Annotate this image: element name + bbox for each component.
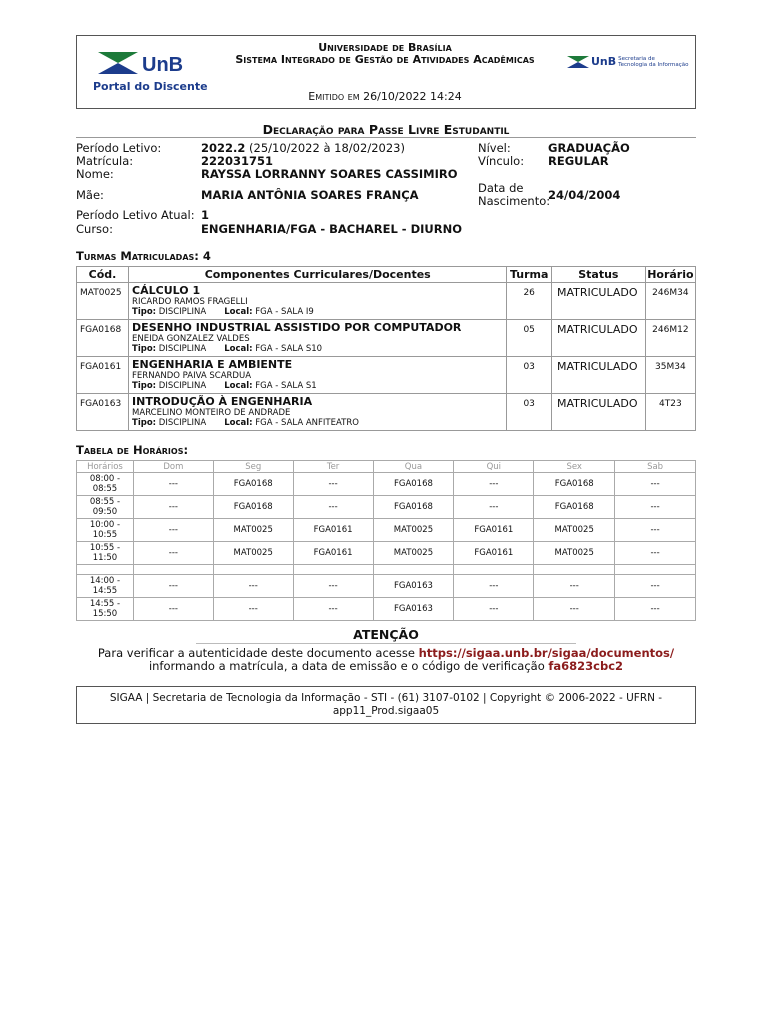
time-end: 15:50 <box>92 609 118 619</box>
course-code: FGA0168 <box>77 320 129 357</box>
schedule-cell: FGA0163 <box>373 575 454 598</box>
schedule-cell: --- <box>454 496 534 519</box>
course-name: CÁLCULO 1 <box>132 284 201 297</box>
periodo-range: (25/10/2022 à 18/02/2023) <box>245 141 405 155</box>
schedule-cell: --- <box>293 575 373 598</box>
table-row <box>77 473 696 496</box>
verify-text-2: informando a matrícula, a data de emissão e o código de verificação <box>148 659 549 673</box>
schedule-cell: MAT0025 <box>534 542 615 565</box>
horarios-col-header: Dom <box>133 461 213 473</box>
horarios-col-header: Horários <box>77 461 134 473</box>
table-row <box>77 542 696 565</box>
gap-cell <box>293 565 373 575</box>
gap-cell <box>213 565 293 575</box>
nascimento-label-2: Nascimento: <box>478 194 551 208</box>
local-label: Local: <box>224 344 253 354</box>
vinculo-label: Vínculo: <box>478 154 525 168</box>
turmas-header-row <box>77 267 696 283</box>
schedule-cell: MAT0025 <box>213 519 293 542</box>
sti-logo-sub2: Tecnologia da Informação <box>618 61 689 68</box>
local-value: FGA - SALA S1 <box>252 381 317 391</box>
periodo-value <box>201 141 405 155</box>
schedule-cell: FGA0168 <box>373 473 454 496</box>
course-turma: 05 <box>507 320 552 357</box>
local-label: Local: <box>224 307 253 317</box>
footer <box>76 686 696 724</box>
schedule-cell: --- <box>133 473 213 496</box>
time-slot <box>77 519 134 542</box>
turmas-col-header: Horário <box>647 268 694 281</box>
schedule-cell: --- <box>213 598 293 621</box>
course-tipo-local <box>132 344 503 354</box>
time-slot <box>77 542 134 565</box>
table-row <box>77 394 696 431</box>
course-horario: 246M12 <box>645 320 695 357</box>
gap-cell <box>534 565 615 575</box>
gap-cell <box>615 565 696 575</box>
course-turma: 03 <box>507 394 552 431</box>
horarios-gap-row <box>77 565 696 575</box>
schedule-cell: --- <box>615 598 696 621</box>
schedule-cell: --- <box>534 575 615 598</box>
tipo-label: Tipo: <box>132 418 157 428</box>
horarios-col-header: Qui <box>454 461 534 473</box>
course-docente: ENEIDA GONZALEZ VALDES <box>132 334 250 344</box>
course-name: ENGENHARIA E AMBIENTE <box>132 358 293 371</box>
emitted-date: Emitido em 26/10/2022 14:24 <box>308 90 462 103</box>
course-horario: 246M34 <box>645 283 695 320</box>
time-start: 10:00 - <box>89 520 121 530</box>
time-start: 14:55 - <box>89 599 121 609</box>
schedule-cell: FGA0168 <box>534 496 615 519</box>
tipo-value: DISCIPLINA <box>156 344 207 354</box>
schedule-cell: --- <box>293 496 373 519</box>
course-status: MATRICULADO <box>551 320 645 357</box>
table-row <box>77 575 696 598</box>
gap-cell <box>133 565 213 575</box>
time-start: 08:55 - <box>89 497 121 507</box>
table-row <box>77 320 696 357</box>
schedule-cell: --- <box>454 575 534 598</box>
tipo-value: DISCIPLINA <box>156 418 207 428</box>
schedule-cell: --- <box>454 473 534 496</box>
footer-line-2: app11_Prod.sigaa05 <box>332 705 440 717</box>
time-slot <box>77 575 134 598</box>
sti-logo-sub1: Secretaria de <box>618 55 655 62</box>
course-code: FGA0161 <box>77 357 129 394</box>
verify-text-1: Para verificar a autenticidade deste documento acesse <box>97 646 419 660</box>
schedule-cell: --- <box>133 542 213 565</box>
course-status: MATRICULADO <box>551 283 645 320</box>
horarios-col-header: Seg <box>213 461 293 473</box>
schedule-cell: FGA0163 <box>373 598 454 621</box>
time-start: 08:00 - <box>89 474 121 484</box>
horarios-header-row <box>77 461 696 473</box>
mae-value: MARIA ANTÔNIA SOARES FRANÇA <box>201 188 419 202</box>
portal-label: Portal do Discente <box>93 80 208 93</box>
sti-logo <box>567 55 689 68</box>
system-name: Sistema Integrado de Gestão de Atividades Acadêmicas <box>235 53 535 66</box>
course-docente: MARCELINO MONTEIRO DE ANDRADE <box>132 408 291 418</box>
nascimento-value: 24/04/2004 <box>548 188 621 202</box>
gap-cell <box>77 565 134 575</box>
course-docente: FERNANDO PAIVA SCARDUA <box>132 371 252 381</box>
header-university <box>230 42 540 66</box>
time-slot <box>77 496 134 519</box>
vinculo-value: REGULAR <box>548 154 609 168</box>
tipo-label: Tipo: <box>132 381 157 391</box>
tipo-label: Tipo: <box>132 307 157 317</box>
turmas-col-header: Cód. <box>77 267 129 283</box>
table-row <box>77 357 696 394</box>
course-code: FGA0163 <box>77 394 129 431</box>
time-slot <box>77 473 134 496</box>
time-end: 10:55 <box>92 530 118 540</box>
course-name: DESENHO INDUSTRIAL ASSISTIDO POR COMPUTADOR <box>132 321 462 334</box>
verify-line-2 <box>76 659 696 673</box>
course-horario: 4T23 <box>645 394 695 431</box>
sti-logo-mark <box>567 56 589 68</box>
verify-link[interactable]: https://sigaa.unb.br/sigaa/documentos/ <box>418 646 675 660</box>
nascimento-label-1: Data de <box>478 181 524 195</box>
schedule-cell: MAT0025 <box>213 542 293 565</box>
tipo-value: DISCIPLINA <box>156 381 207 391</box>
time-end: 14:55 <box>92 586 118 596</box>
course-horario: 35M34 <box>645 357 695 394</box>
matricula-label: Matrícula: <box>76 154 134 168</box>
schedule-cell: MAT0025 <box>373 519 454 542</box>
course-name: INTRODUÇÃO À ENGENHARIA <box>132 395 313 408</box>
horarios-col-header: Sab <box>615 461 696 473</box>
course-turma: 26 <box>507 283 552 320</box>
horarios-col-header: Qua <box>373 461 454 473</box>
time-end: 09:50 <box>92 507 118 517</box>
local-value: FGA - SALA I9 <box>252 307 314 317</box>
time-start: 14:00 - <box>89 576 121 586</box>
local-value: FGA - SALA S10 <box>252 344 323 354</box>
turmas-col-header: Status <box>551 267 645 283</box>
course-component <box>129 320 507 357</box>
schedule-cell: FGA0168 <box>534 473 615 496</box>
schedule-cell: --- <box>133 598 213 621</box>
schedule-cell: --- <box>615 496 696 519</box>
time-end: 11:50 <box>92 553 118 563</box>
schedule-cell: --- <box>615 542 696 565</box>
course-tipo-local <box>132 418 503 428</box>
schedule-cell: --- <box>615 519 696 542</box>
horarios-body <box>77 473 696 621</box>
attention-title: ATENÇÃO <box>353 627 419 642</box>
time-end: 08:55 <box>92 484 118 494</box>
course-component <box>129 283 507 320</box>
schedule-cell: --- <box>133 575 213 598</box>
unb-logo <box>96 48 206 78</box>
periodo-code: 2022.2 <box>201 141 246 155</box>
verify-line-1 <box>76 646 696 660</box>
periodo-atual-label: Período Letivo Atual: <box>76 208 195 222</box>
schedule-cell: --- <box>293 473 373 496</box>
course-status: MATRICULADO <box>551 394 645 431</box>
course-tipo-local <box>132 307 503 317</box>
schedule-cell: --- <box>133 496 213 519</box>
turmas-table <box>76 266 696 431</box>
table-row <box>77 598 696 621</box>
horarios-table <box>76 460 696 621</box>
local-label: Local: <box>224 381 253 391</box>
schedule-cell: FGA0161 <box>454 519 534 542</box>
turmas-col-header: Componentes Curriculares/Docentes <box>129 267 507 283</box>
schedule-cell: FGA0161 <box>293 519 373 542</box>
horarios-col-header: Sex <box>534 461 615 473</box>
time-slot <box>77 598 134 621</box>
verification-code: fa6823cbc2 <box>548 659 624 673</box>
turmas-body <box>77 283 696 431</box>
footer-line-1: SIGAA | Secretaria de Tecnologia da Informação - STI - (61) 3107-0102 | Copyright © 2006-2022 - UFRN - <box>109 692 663 704</box>
schedule-cell: FGA0168 <box>213 496 293 519</box>
university-name: Universidade de Brasília <box>318 41 452 54</box>
course-turma: 03 <box>507 357 552 394</box>
tipo-value: DISCIPLINA <box>156 307 207 317</box>
schedule-cell: --- <box>133 519 213 542</box>
nivel-label: Nível: <box>478 141 511 155</box>
table-row <box>77 496 696 519</box>
periodo-atual-value: 1 <box>201 208 210 222</box>
local-label: Local: <box>224 418 253 428</box>
horarios-section-title: Tabela de Horários: <box>76 443 189 457</box>
periodo-label: Período Letivo: <box>76 141 162 155</box>
nome-label: Nome: <box>76 167 114 181</box>
tipo-label: Tipo: <box>132 344 157 354</box>
attention-divider <box>196 643 576 644</box>
turmas-col-header: Turma <box>507 267 552 283</box>
schedule-cell: MAT0025 <box>534 519 615 542</box>
schedule-cell: --- <box>454 598 534 621</box>
gap-cell <box>454 565 534 575</box>
horarios-col-header: Ter <box>293 461 373 473</box>
sti-logo-text: UnB <box>591 55 617 68</box>
matricula-value: 222031751 <box>201 154 274 168</box>
turmas-section-title: Turmas Matriculadas: 4 <box>76 249 211 263</box>
schedule-cell: MAT0025 <box>373 542 454 565</box>
schedule-cell: FGA0161 <box>454 542 534 565</box>
schedule-cell: FGA0168 <box>373 496 454 519</box>
gap-cell <box>373 565 454 575</box>
nivel-value: GRADUAÇÃO <box>548 141 630 155</box>
curso-label: Curso: <box>76 222 113 236</box>
course-status: MATRICULADO <box>551 357 645 394</box>
schedule-cell: --- <box>615 575 696 598</box>
title-divider <box>76 137 696 138</box>
svg-text:UnB: UnB <box>142 54 184 76</box>
schedule-cell: --- <box>615 473 696 496</box>
mae-label: Mãe: <box>76 188 104 202</box>
time-start: 10:55 - <box>89 543 121 553</box>
sti-logo-sub <box>618 56 688 68</box>
schedule-cell: FGA0161 <box>293 542 373 565</box>
schedule-cell: --- <box>293 598 373 621</box>
table-row <box>77 283 696 320</box>
table-row <box>77 519 696 542</box>
course-component <box>129 357 507 394</box>
curso-value: ENGENHARIA/FGA - BACHAREL - DIURNO <box>201 222 463 236</box>
nascimento-label <box>478 182 550 208</box>
schedule-cell: --- <box>534 598 615 621</box>
course-docente: RICARDO RAMOS FRAGELLI <box>132 297 248 307</box>
course-tipo-local <box>132 381 503 391</box>
document-title: Declaração para Passe Livre Estudantil <box>262 122 510 137</box>
course-component <box>129 394 507 431</box>
nome-value: RAYSSA LORRANNY SOARES CASSIMIRO <box>201 167 458 181</box>
schedule-cell: FGA0168 <box>213 473 293 496</box>
schedule-cell: --- <box>213 575 293 598</box>
local-value: FGA - SALA ANFITEATRO <box>252 418 359 428</box>
course-code: MAT0025 <box>77 283 129 320</box>
